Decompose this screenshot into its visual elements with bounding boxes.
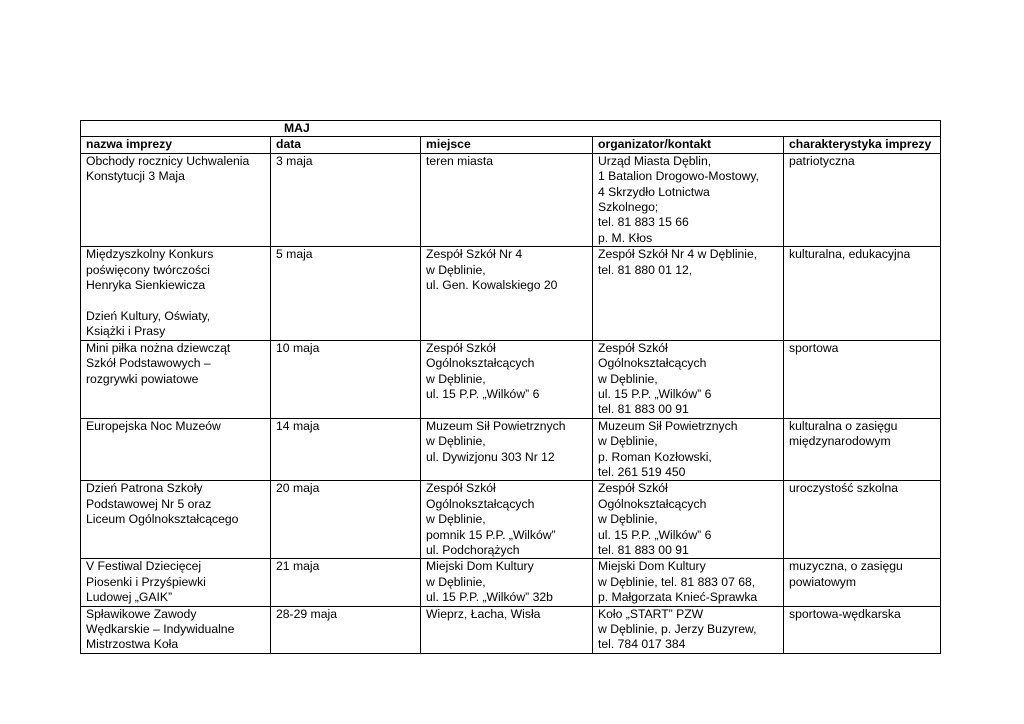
event-place: Zespół Szkół Ogólnokształcących w Dęblinie, ul. 15 P.P. „Wilków” 6: [421, 340, 593, 418]
document-page: [80, 120, 940, 654]
header-organizer: organizator/kontakt: [593, 137, 784, 153]
event-place: teren miasta: [421, 153, 593, 246]
event-name: Dzień Patrona Szkoły Podstawowej Nr 5 oraz Liceum Ogólnokształcącego: [81, 481, 271, 559]
event-place: Miejski Dom Kultury w Dęblinie, ul. 15 P.P. „Wilków” 32b: [421, 559, 593, 606]
event-date: 3 maja: [271, 153, 421, 246]
event-type: muzyczna, o zasięgu powiatowym: [784, 559, 941, 606]
event-place: Wieprz, Łacha, Wisła: [421, 606, 593, 653]
header-row: [81, 137, 941, 153]
month-cell: [81, 121, 941, 137]
event-type: sportowa-wędkarska: [784, 606, 941, 653]
event-type: kulturalna, edukacyjna: [784, 247, 941, 340]
event-organizer: Zespół Szkół Ogólnokształcących w Dęblinie, ul. 15 P.P. „Wilków” 6 tel. 81 883 00 91: [593, 340, 784, 418]
event-name: Międzyszkolny Konkurs poświęcony twórczości Henryka Sienkiewicza Dzień Kultury, Oświaty, Książki i Prasy: [81, 247, 271, 340]
event-type: uroczystość szkolna: [784, 481, 941, 559]
table-row: [81, 481, 941, 559]
event-organizer: Muzeum Sił Powietrznych w Dęblinie, p. Roman Kozłowski, tel. 261 519 450: [593, 418, 784, 481]
table-row: [81, 340, 941, 418]
event-organizer: Zespół Szkół Ogólnokształcących w Dęblinie, ul. 15 P.P. „Wilków” 6 tel. 81 883 00 91: [593, 481, 784, 559]
event-name: Spławikowe Zawody Wędkarskie – Indywidualne Mistrzostwa Koła: [81, 606, 271, 653]
event-date: 20 maja: [271, 481, 421, 559]
header-name: nazwa imprezy: [81, 137, 271, 153]
table-row: [81, 247, 941, 340]
event-date: 21 maja: [271, 559, 421, 606]
header-place: miejsce: [421, 137, 593, 153]
table-row: [81, 153, 941, 246]
event-type: sportowa: [784, 340, 941, 418]
header-type: charakterystyka imprezy: [784, 137, 941, 153]
event-organizer: Koło „START” PZW w Dęblinie, p. Jerzy Buzyrew, tel. 784 017 384: [593, 606, 784, 653]
event-type: kulturalna o zasięgu międzynarodowym: [784, 418, 941, 481]
event-name: V Festiwal Dziecięcej Piosenki i Przyśpiewki Ludowej „GAIK”: [81, 559, 271, 606]
table-row: [81, 559, 941, 606]
event-type: patriotyczna: [784, 153, 941, 246]
header-date: data: [271, 137, 421, 153]
month-label: MAJ: [284, 121, 310, 135]
event-name: Obchody rocznicy Uchwalenia Konstytucji 3 Maja: [81, 153, 271, 246]
table-row: [81, 418, 941, 481]
event-place: Muzeum Sił Powietrznych w Dęblinie, ul. Dywizjonu 303 Nr 12: [421, 418, 593, 481]
event-organizer: Urząd Miasta Dęblin, 1 Batalion Drogowo-Mostowy, 4 Skrzydło Lotnictwa Szkolnego; tel. 81 883 15 66 p. M. Kłos: [593, 153, 784, 246]
event-place: Zespół Szkół Nr 4 w Dęblinie, ul. Gen. Kowalskiego 20: [421, 247, 593, 340]
event-name: Mini piłka nożna dziewcząt Szkół Podstawowych – rozgrywki powiatowe: [81, 340, 271, 418]
event-organizer: Zespół Szkół Nr 4 w Dęblinie, tel. 81 880 01 12,: [593, 247, 784, 340]
month-row: [81, 121, 941, 137]
event-date: 28-29 maja: [271, 606, 421, 653]
table-row: [81, 606, 941, 653]
event-organizer: Miejski Dom Kultury w Dęblinie, tel. 81 883 07 68, p. Małgorzata Knieć-Sprawka: [593, 559, 784, 606]
event-place: Zespół Szkół Ogólnokształcących w Dęblinie, pomnik 15 P.P. „Wilków” ul. Podchorążych: [421, 481, 593, 559]
event-name: Europejska Noc Muzeów: [81, 418, 271, 481]
events-table: [80, 120, 941, 654]
event-date: 5 maja: [271, 247, 421, 340]
event-date: 10 maja: [271, 340, 421, 418]
event-date: 14 maja: [271, 418, 421, 481]
